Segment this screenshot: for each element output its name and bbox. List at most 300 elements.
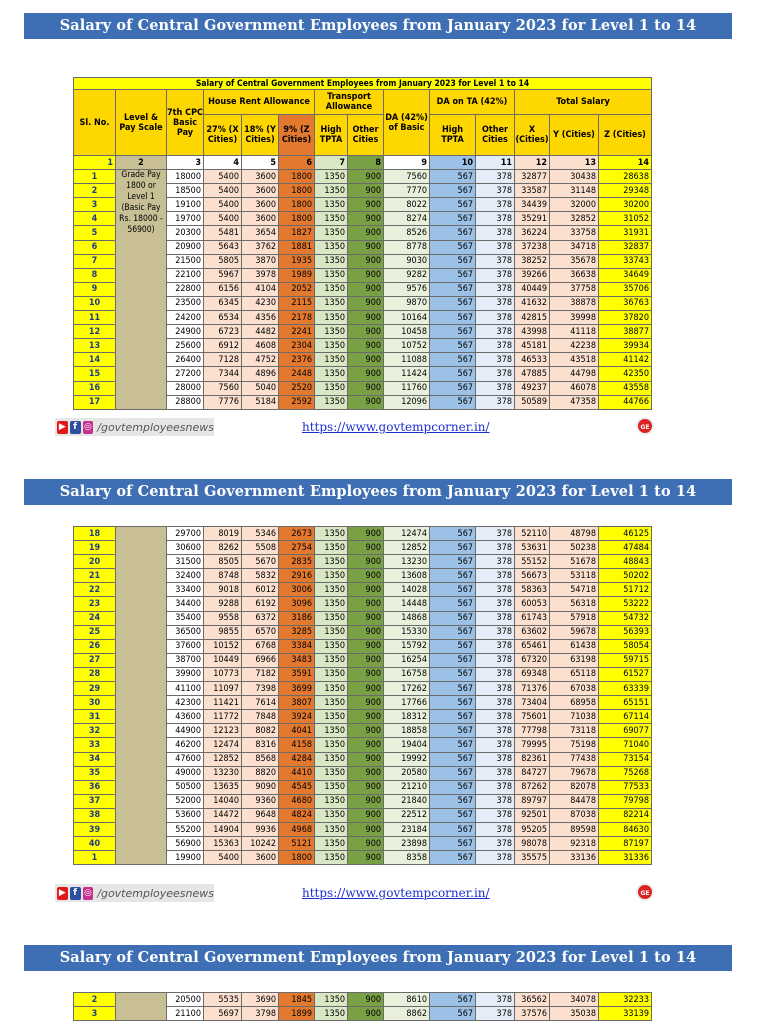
table-cell: 15330 [384,625,430,639]
table-cell: 23898 [384,837,430,851]
table-cell: 8019 [204,527,242,541]
table-cell: 1350 [315,611,348,625]
table-cell: 1350 [315,682,348,696]
table-cell: 19404 [384,738,430,752]
serial-number-cell: 9 [74,282,116,296]
serial-number-cell: 35 [74,766,116,780]
table-cell: 900 [348,667,384,681]
serial-number-cell: 33 [74,738,116,752]
table-cell: 567 [430,724,476,738]
table-cell: 18312 [384,710,430,724]
table-cell: 35038 [550,1007,599,1021]
table-cell: 43600 [167,710,204,724]
table-cell: 1350 [315,296,348,310]
column-number: 1 [74,156,116,170]
table-cell: 63198 [550,653,599,667]
table-cell: 48798 [550,527,599,541]
table-cell: 7560 [384,170,430,184]
table-cell: 38700 [167,653,204,667]
table-cell: 10242 [242,837,279,851]
table-cell: 84478 [550,794,599,808]
table-cell: 8022 [384,198,430,212]
header-hra-z: 9% (Z Cities) [279,115,315,156]
table-cell: 11088 [384,353,430,367]
table-cell: 8262 [204,541,242,555]
table-cell: 36224 [515,226,550,240]
table-cell: 567 [430,766,476,780]
table-cell: 8778 [384,240,430,254]
table-cell: 900 [348,682,384,696]
table-cell: 1350 [315,794,348,808]
table-cell: 42350 [599,367,652,381]
table-cell: 378 [476,822,515,836]
serial-number-cell: 28 [74,667,116,681]
header-basic-pay: 7th CPC Basic Pay [167,90,204,156]
table-cell: 378 [476,569,515,583]
table-cell: 4104 [242,282,279,296]
table-cell: 34400 [167,597,204,611]
table-cell: 79995 [515,738,550,752]
table-cell: 5643 [204,240,242,254]
table-cell: 10773 [204,667,242,681]
table-cell: 14448 [384,597,430,611]
table-cell: 24900 [167,325,204,339]
table-cell: 4356 [242,311,279,325]
serial-number-cell: 5 [74,226,116,240]
column-number-row [74,156,652,170]
serial-number-cell: 6 [74,240,116,254]
table-cell: 55152 [515,555,550,569]
serial-number-cell: 36 [74,780,116,794]
table-cell: 3798 [242,1007,279,1021]
table-cell: 20500 [167,993,204,1007]
table-cell: 4410 [279,766,315,780]
header-da-ta-high: High TPTA [430,115,476,156]
table-cell: 378 [476,682,515,696]
table-cell: 39998 [550,311,599,325]
table-cell: 65461 [515,639,550,653]
table-cell: 9282 [384,268,430,282]
table-cell: 12096 [384,395,430,409]
level-pay-scale-cell: Grade Pay 1800 or Level 1 (Basic Pay Rs. 18000 - 56900) [116,170,167,410]
page-banner-title: Salary of Central Government Employees from January 2023 for Level 1 to 14 [24,13,732,39]
table-cell: 378 [476,367,515,381]
table-cell: 8610 [384,993,430,1007]
table-cell: 8820 [242,766,279,780]
table-cell: 567 [430,822,476,836]
table-cell: 21840 [384,794,430,808]
table-row [74,170,652,184]
table-cell: 14028 [384,583,430,597]
facebook-icon[interactable]: f [70,421,81,434]
table-cell: 8316 [242,738,279,752]
social-handle: /govtemployeesnews [97,420,214,434]
table-cell: 1350 [315,367,348,381]
table-cell: 900 [348,808,384,822]
table-cell: 5481 [204,226,242,240]
table-cell: 44798 [550,367,599,381]
table-cell: 6534 [204,311,242,325]
table-cell: 567 [430,682,476,696]
table-cell: 95205 [515,822,550,836]
table-cell: 4545 [279,780,315,794]
table-cell: 8274 [384,212,430,226]
table-cell: 567 [430,527,476,541]
website-link[interactable]: https://www.govtempcorner.in/ [302,886,490,900]
table-cell: 900 [348,993,384,1007]
table-cell: 1350 [315,625,348,639]
table-cell: 33400 [167,583,204,597]
table-cell: 47358 [550,395,599,409]
facebook-icon[interactable]: f [70,887,81,900]
table-cell: 41100 [167,682,204,696]
table-cell: 900 [348,696,384,710]
serial-number-cell: 16 [74,381,116,395]
table-cell: 4482 [242,325,279,339]
social-links[interactable] [55,884,214,902]
table-cell: 900 [348,625,384,639]
table-cell: 52110 [515,527,550,541]
table-cell: 567 [430,395,476,409]
table-cell: 567 [430,569,476,583]
table-cell: 87038 [550,808,599,822]
table-cell: 900 [348,311,384,325]
table-cell: 378 [476,296,515,310]
instagram-icon[interactable]: ◎ [83,422,92,432]
table-cell: 59715 [599,653,652,667]
table-cell: 1350 [315,766,348,780]
table-cell: 33136 [550,851,599,865]
table-cell: 378 [476,837,515,851]
table-cell: 77438 [550,752,599,766]
table-cell: 77798 [515,724,550,738]
table-cell: 31931 [599,226,652,240]
table-cell: 378 [476,254,515,268]
table-cell: 567 [430,625,476,639]
table-cell: 900 [348,226,384,240]
table-cell: 1350 [315,395,348,409]
serial-number-cell: 2 [74,184,116,198]
table-cell: 6912 [204,339,242,353]
serial-number-cell: 14 [74,353,116,367]
social-handle: /govtemployeesnews [97,886,214,900]
table-cell: 11424 [384,367,430,381]
table-cell: 1350 [315,724,348,738]
table-cell: 82214 [599,808,652,822]
table-cell: 567 [430,808,476,822]
table-cell: 19900 [167,851,204,865]
serial-number-cell: 12 [74,325,116,339]
table-cell: 36638 [550,268,599,282]
table-cell: 41118 [550,325,599,339]
table-cell: 378 [476,282,515,296]
table-cell: 3870 [242,254,279,268]
table-cell: 378 [476,653,515,667]
page-banner-title: Salary of Central Government Employees from January 2023 for Level 1 to 14 [24,479,732,505]
table-cell: 2520 [279,381,315,395]
table-cell: 6723 [204,325,242,339]
table-cell: 87262 [515,780,550,794]
table-cell: 8526 [384,226,430,240]
column-number: 3 [167,156,204,170]
table-cell: 900 [348,837,384,851]
table-cell: 1350 [315,339,348,353]
table-cell: 23184 [384,822,430,836]
table-cell: 567 [430,583,476,597]
table-cell: 35575 [515,851,550,865]
table-cell: 378 [476,696,515,710]
table-cell: 378 [476,780,515,794]
table-cell: 1350 [315,1007,348,1021]
table-cell: 567 [430,198,476,212]
table-cell: 567 [430,738,476,752]
table-cell: 6768 [242,639,279,653]
table-cell: 15792 [384,639,430,653]
table-cell: 49000 [167,766,204,780]
table-cell: 6156 [204,282,242,296]
table-cell: 3600 [242,184,279,198]
table-cell: 53222 [599,597,652,611]
serial-number-cell: 1 [74,170,116,184]
table-cell: 3285 [279,625,315,639]
serial-number-cell: 38 [74,808,116,822]
table-cell: 7776 [204,395,242,409]
table-cell: 82361 [515,752,550,766]
table-cell: 378 [476,808,515,822]
table-cell: 900 [348,170,384,184]
table-cell: 1350 [315,639,348,653]
table-cell: 18000 [167,170,204,184]
table-cell: 7614 [242,696,279,710]
table-cell: 378 [476,583,515,597]
table-cell: 1350 [315,837,348,851]
table-cell: 5805 [204,254,242,268]
column-number: 11 [476,156,515,170]
header-total-y: Y (Cities) [550,115,599,156]
table-cell: 32852 [550,212,599,226]
table-cell: 7182 [242,667,279,681]
table-cell: 900 [348,282,384,296]
table-cell: 65118 [550,667,599,681]
table-cell: 45181 [515,339,550,353]
table-cell: 36500 [167,625,204,639]
table-cell: 900 [348,583,384,597]
table-cell: 9936 [242,822,279,836]
table-cell: 79678 [550,766,599,780]
table-cell: 8862 [384,1007,430,1021]
table-cell: 2052 [279,282,315,296]
table-cell: 378 [476,752,515,766]
table-title: Salary of Central Government Employees from January 2023 for Level 1 to 14 [74,78,652,90]
table-cell: 46078 [550,381,599,395]
table-cell: 33743 [599,254,652,268]
table-cell: 53600 [167,808,204,822]
table-cell: 7848 [242,710,279,724]
table-cell: 1350 [315,780,348,794]
table-cell: 47484 [599,541,652,555]
table-cell: 378 [476,710,515,724]
table-cell: 1350 [315,184,348,198]
table-cell: 900 [348,794,384,808]
table-cell: 10449 [204,653,242,667]
table-cell: 900 [348,296,384,310]
table-cell: 6192 [242,597,279,611]
table-cell: 2754 [279,541,315,555]
table-cell: 67320 [515,653,550,667]
table-cell: 2448 [279,367,315,381]
table-cell: 87197 [599,837,652,851]
table-row [74,993,652,1007]
table-cell: 5697 [204,1007,242,1021]
header-hra-x: 27% (X Cities) [204,115,242,156]
social-links[interactable] [55,418,214,436]
youtube-icon[interactable]: ▶ [58,888,66,898]
table-cell: 1350 [315,325,348,339]
table-cell: 378 [476,226,515,240]
table-cell: 900 [348,611,384,625]
table-cell: 39900 [167,667,204,681]
table-cell: 1350 [315,583,348,597]
table-cell: 1350 [315,226,348,240]
table-cell: 22800 [167,282,204,296]
table-cell: 61527 [599,667,652,681]
table-cell: 8358 [384,851,430,865]
table-cell: 1350 [315,170,348,184]
table-cell: 19992 [384,752,430,766]
table-cell: 3384 [279,639,315,653]
table-cell: 900 [348,381,384,395]
table-cell: 1350 [315,541,348,555]
table-cell: 1350 [315,822,348,836]
table-cell: 567 [430,268,476,282]
serial-number-cell: 11 [74,311,116,325]
table-cell: 8748 [204,569,242,583]
column-number: 4 [204,156,242,170]
table-cell: 6570 [242,625,279,639]
table-cell: 56673 [515,569,550,583]
table-cell: 27200 [167,367,204,381]
table-cell: 37600 [167,639,204,653]
instagram-icon[interactable]: ◎ [83,888,92,898]
table-cell: 2241 [279,325,315,339]
table-cell: 567 [430,212,476,226]
table-cell: 567 [430,254,476,268]
table-cell: 567 [430,1007,476,1021]
table-cell: 3762 [242,240,279,254]
table-cell: 567 [430,851,476,865]
table-cell: 30200 [599,198,652,212]
table-cell: 567 [430,653,476,667]
table-cell: 38877 [599,325,652,339]
table-cell: 567 [430,597,476,611]
youtube-icon[interactable]: ▶ [58,422,66,432]
table-cell: 900 [348,1007,384,1021]
table-cell: 89797 [515,794,550,808]
table-cell: 5040 [242,381,279,395]
table-cell: 9855 [204,625,242,639]
table-cell: 1350 [315,212,348,226]
table-cell: 58054 [599,639,652,653]
table-cell: 567 [430,541,476,555]
table-cell: 378 [476,597,515,611]
table-cell: 29348 [599,184,652,198]
table-cell: 9018 [204,583,242,597]
column-number: 5 [242,156,279,170]
table-cell: 2376 [279,353,315,367]
table-cell: 21210 [384,780,430,794]
table-cell: 5400 [204,184,242,198]
table-cell: 9360 [242,794,279,808]
table-cell: 22100 [167,268,204,282]
table-cell: 26400 [167,353,204,367]
table-cell: 9648 [242,808,279,822]
table-cell: 12474 [204,738,242,752]
table-cell: 378 [476,611,515,625]
table-cell: 1350 [315,667,348,681]
serial-number-cell: 1 [74,851,116,865]
table-cell: 378 [476,395,515,409]
table-cell: 3690 [242,993,279,1007]
table-cell: 1350 [315,696,348,710]
table-cell: 5400 [204,212,242,226]
table-cell: 3600 [242,851,279,865]
table-cell: 46200 [167,738,204,752]
table-cell: 82078 [550,780,599,794]
table-cell: 21100 [167,1007,204,1021]
table-cell: 3699 [279,682,315,696]
table-cell: 567 [430,611,476,625]
table-cell: 1350 [315,752,348,766]
website-link[interactable]: https://www.govtempcorner.in/ [302,420,490,434]
table-cell: 21500 [167,254,204,268]
table-cell: 31336 [599,851,652,865]
level-pay-scale-cell [116,993,167,1021]
table-cell: 2673 [279,527,315,541]
table-cell: 378 [476,527,515,541]
table-cell: 2835 [279,555,315,569]
table-cell: 35291 [515,212,550,226]
table-cell: 378 [476,555,515,569]
table-cell: 14904 [204,822,242,836]
table-cell: 39266 [515,268,550,282]
table-cell: 1800 [279,184,315,198]
table-cell: 34439 [515,198,550,212]
serial-number-cell: 22 [74,583,116,597]
table-cell: 36562 [515,993,550,1007]
table-cell: 567 [430,184,476,198]
table-cell: 567 [430,381,476,395]
table-cell: 378 [476,794,515,808]
table-cell: 1350 [315,268,348,282]
table-cell: 5184 [242,395,279,409]
table-cell: 1827 [279,226,315,240]
table-cell: 567 [430,837,476,851]
table-cell: 77533 [599,780,652,794]
table-cell: 60053 [515,597,550,611]
table-cell: 378 [476,325,515,339]
table-cell: 12852 [384,541,430,555]
table-cell: 46125 [599,527,652,541]
serial-number-cell: 31 [74,710,116,724]
table-cell: 4752 [242,353,279,367]
table-cell: 15363 [204,837,242,851]
table-cell: 378 [476,625,515,639]
table-cell: 10458 [384,325,430,339]
table-cell: 46533 [515,353,550,367]
serial-number-cell: 29 [74,682,116,696]
table-cell: 2304 [279,339,315,353]
table-cell: 567 [430,752,476,766]
